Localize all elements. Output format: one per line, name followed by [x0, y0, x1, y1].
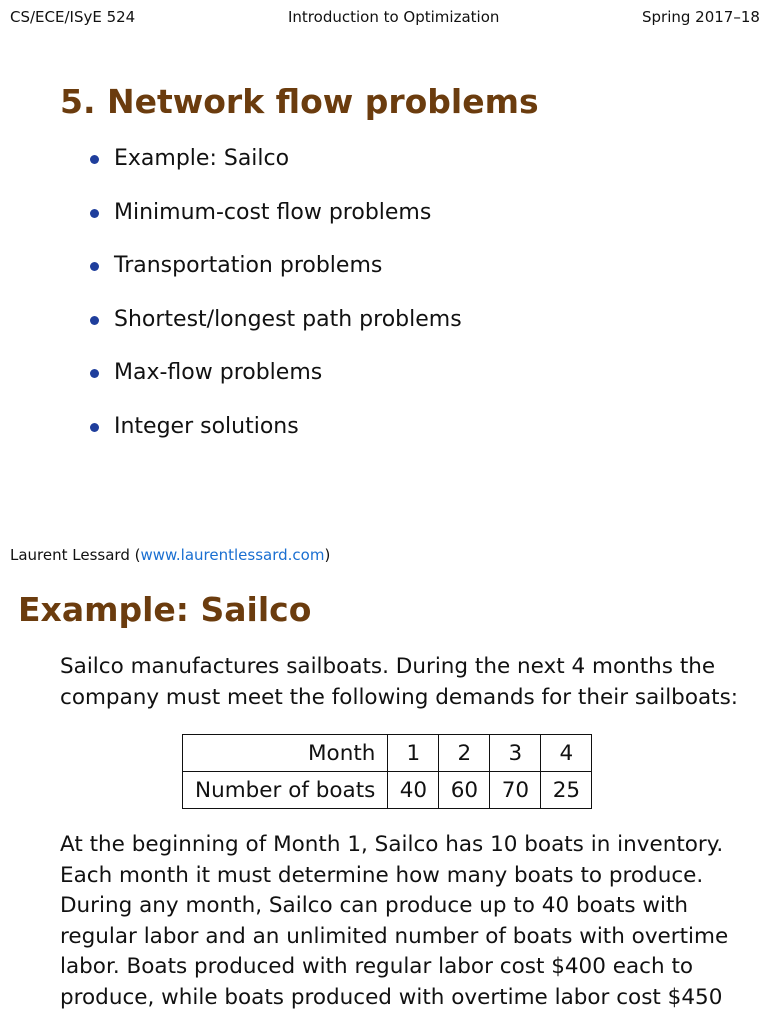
bullet-icon: [90, 209, 99, 218]
intro-paragraph: Sailco manufactures sailboats. During the next 4 months the company must meet the following demands for their sailboats:: [60, 654, 739, 710]
row-header: Number of boats: [183, 772, 388, 809]
author-website-link[interactable]: www.laurentlessard.com: [140, 546, 325, 564]
table-cell: 4: [541, 735, 592, 772]
table-cell: 1: [388, 735, 439, 772]
table-row: [183, 772, 592, 809]
topic-list: [88, 144, 462, 465]
table-cell: 70: [490, 772, 541, 809]
list-item-label: Shortest/longest path problems: [114, 306, 462, 332]
list-item: [88, 144, 462, 198]
list-item-label: Example: Sailco: [114, 146, 290, 171]
footer-paren-close: ): [324, 546, 331, 564]
bullet-icon: [90, 316, 99, 325]
list-item: [88, 198, 462, 252]
header-course-title: Introduction to Optimization: [288, 8, 500, 26]
body-paragraph: At the beginning of Month 1, Sailco has 10 boats in inventory. Each month it must determine how many boats to produce. During any month, Sailco can produce up to 40 boats with regular labor and an unlimited number of boats with overtime labor. Boats produced with regular labor cost $400 each to produce, while boats produced with overtime labor cost $450: [60, 832, 729, 1010]
bullet-icon: [90, 423, 99, 432]
table-row: [183, 735, 592, 772]
table-cell: 3: [490, 735, 541, 772]
table-cell: 40: [388, 772, 439, 809]
table-cell: 25: [541, 772, 592, 809]
bullet-icon: [90, 369, 99, 378]
list-item: [88, 358, 462, 412]
footer-credit: [10, 546, 330, 564]
bullet-icon: [90, 155, 99, 164]
section-title: Example: Sailco: [18, 590, 312, 629]
list-item-label: Transportation problems: [114, 253, 383, 278]
list-item: [88, 305, 462, 359]
list-item: [88, 251, 462, 305]
list-item-label: Integer solutions: [114, 413, 299, 439]
author-name: Laurent Lessard: [10, 546, 130, 564]
header-term: Spring 2017–18: [642, 8, 760, 26]
table-cell: 2: [439, 735, 490, 772]
list-item: [88, 412, 462, 466]
demand-table: [182, 734, 592, 809]
table-cell: 60: [439, 772, 490, 809]
header-course-code: CS/ECE/ISyE 524: [10, 8, 136, 26]
list-item-label: Max-flow problems: [114, 360, 323, 385]
footer-paren-open: (: [129, 546, 141, 564]
list-item-label: Minimum-cost flow problems: [114, 199, 432, 225]
bullet-icon: [90, 262, 99, 271]
slide-title: 5. Network flow problems: [60, 82, 539, 121]
row-header: Month: [183, 735, 388, 772]
